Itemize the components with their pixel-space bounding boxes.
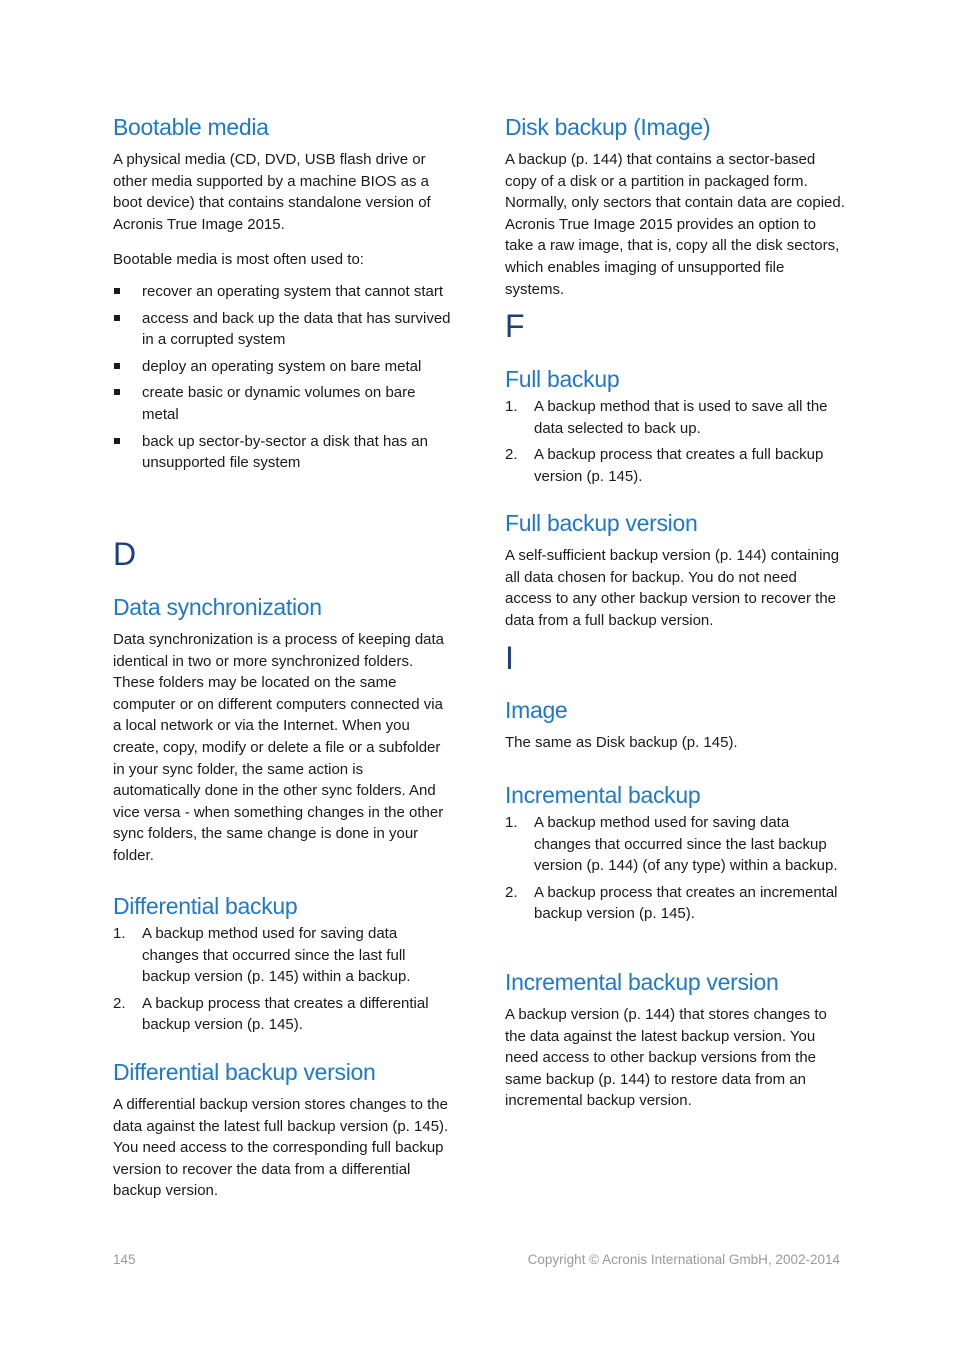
list-item-text: recover an operating system that cannot start — [142, 282, 443, 300]
bullet-list — [113, 281, 453, 474]
list-number: 2. — [505, 446, 518, 464]
section-title: Incremental backup version — [505, 969, 779, 995]
section-title: Full backup — [505, 366, 620, 392]
paragraph: A differential backup version stores changes to the data against the latest full backup version (p. 145). You need access to the corresponding full backup version to recover the data from a differential backup version. — [113, 1096, 449, 1200]
paragraph: A backup (p. 144) that contains a sector-based copy of a disk or a partition in packaged form. Normally, only sectors that contain data are copied. Acronis True Image 2015 provides an option to take a raw image, that is, copy all the disk sectors, which enables imaging of unsupported file systems. — [505, 151, 845, 298]
section-title: Differential backup version — [113, 1059, 376, 1085]
list-number: 1. — [505, 814, 518, 831]
list-item-text: A backup process that creates an incremental backup version (p. 145). — [534, 883, 838, 923]
list-item-text: access and back up the data that has survived in a corrupted system — [142, 309, 451, 349]
letter-heading-i — [505, 640, 845, 676]
paragraph: The same as Disk backup (p. 145). — [505, 734, 738, 751]
list-item-text: deploy an operating system on bare metal — [142, 357, 422, 375]
section-title: Bootable media — [113, 114, 269, 140]
section-title: Differential backup — [113, 893, 298, 919]
bullet-icon — [114, 363, 120, 369]
index-letter: F — [505, 308, 525, 344]
section-bootable-media — [113, 113, 453, 479]
paragraph: Bootable media is most often used to: — [113, 251, 364, 269]
section-title: Data synchronization — [113, 594, 322, 620]
bullet-icon — [114, 438, 120, 444]
list-item-text: A backup method that is used to save all the data selected to back up. — [534, 398, 828, 437]
numbered-list — [113, 923, 453, 1036]
index-letter: I — [505, 640, 514, 676]
page-number: 145 — [113, 1252, 136, 1267]
list-item-text: A backup process that creates a full backup version (p. 145). — [534, 446, 824, 485]
list-item — [505, 396, 845, 439]
bullet-icon — [114, 288, 120, 294]
section-differential-backup-version — [113, 1058, 453, 1202]
index-letter: D — [113, 536, 137, 572]
list-item-text: A backup process that creates a differential backup version (p. 145). — [142, 994, 429, 1034]
list-number: 2. — [113, 994, 126, 1012]
list-item — [113, 356, 453, 378]
section-title: Incremental backup — [505, 782, 701, 808]
list-item-text: back up sector-by-sector a disk that has an unsupported file system — [142, 432, 428, 472]
list-item — [113, 993, 453, 1036]
paragraph: Data synchronization is a process of keeping data identical in two or more synchronized folders. These folders may be located on the same computer or on different computers connected via a local network or via the Internet. When you create, copy, modify or delete a file or a subfolder in your sync folder, the same action is automatically done in the other sync folders. And vice versa - when something changes in the other sync folders, the same change is done in your folder. — [113, 631, 445, 864]
numbered-list — [505, 812, 845, 925]
list-number: 2. — [505, 883, 518, 901]
paragraph: A backup version (p. 144) that stores changes to the data against the latest backup version. You need access to other backup versions from the same backup (p. 144) to restore data from an incremental backup version. — [505, 1006, 827, 1110]
section-incremental-backup — [505, 781, 845, 930]
paragraph: A self-sufficient backup version (p. 144) containing all data chosen for backup. You do not need access to any other backup version to recover the data from a full backup version. — [505, 547, 840, 629]
numbered-list — [505, 396, 845, 487]
list-item-text: A backup method used for saving data changes that occurred since the last full backup version (p. 145) within a backup. — [142, 925, 411, 986]
section-differential-backup — [113, 892, 453, 1041]
section-full-backup — [505, 365, 845, 492]
bullet-icon — [114, 389, 120, 395]
list-item-text: create basic or dynamic volumes on bare metal — [142, 384, 416, 423]
section-title: Disk backup (Image) — [505, 114, 711, 140]
letter-heading-f — [505, 308, 845, 344]
list-item — [113, 281, 453, 303]
list-number: 1. — [113, 925, 126, 942]
list-item-text: A backup method used for saving data changes that occurred since the last backup version (p. 144) (of any type) within a backup. — [534, 814, 838, 875]
copyright-notice: Copyright © Acronis International GmbH, 2002-2014 — [527, 1252, 840, 1267]
list-item — [113, 923, 453, 988]
section-title: Full backup version — [505, 510, 698, 536]
list-item — [113, 308, 453, 351]
bullet-icon — [114, 315, 120, 321]
list-number: 1. — [505, 398, 518, 415]
section-disk-backup — [505, 113, 845, 300]
list-item — [505, 882, 845, 925]
section-incremental-backup-version — [505, 968, 845, 1112]
section-image — [505, 696, 845, 754]
section-title: Image — [505, 697, 568, 723]
list-item — [505, 444, 845, 487]
paragraph: A physical media (CD, DVD, USB flash drive or other media supported by a machine BIOS as a boot device) that contains standalone version of Acronis True Image 2015. — [113, 151, 431, 233]
letter-heading-d — [113, 536, 453, 572]
list-item — [113, 431, 453, 474]
section-full-backup-version — [505, 509, 845, 631]
list-item — [113, 382, 453, 425]
list-item — [505, 812, 845, 877]
section-data-synchronization — [113, 593, 453, 867]
